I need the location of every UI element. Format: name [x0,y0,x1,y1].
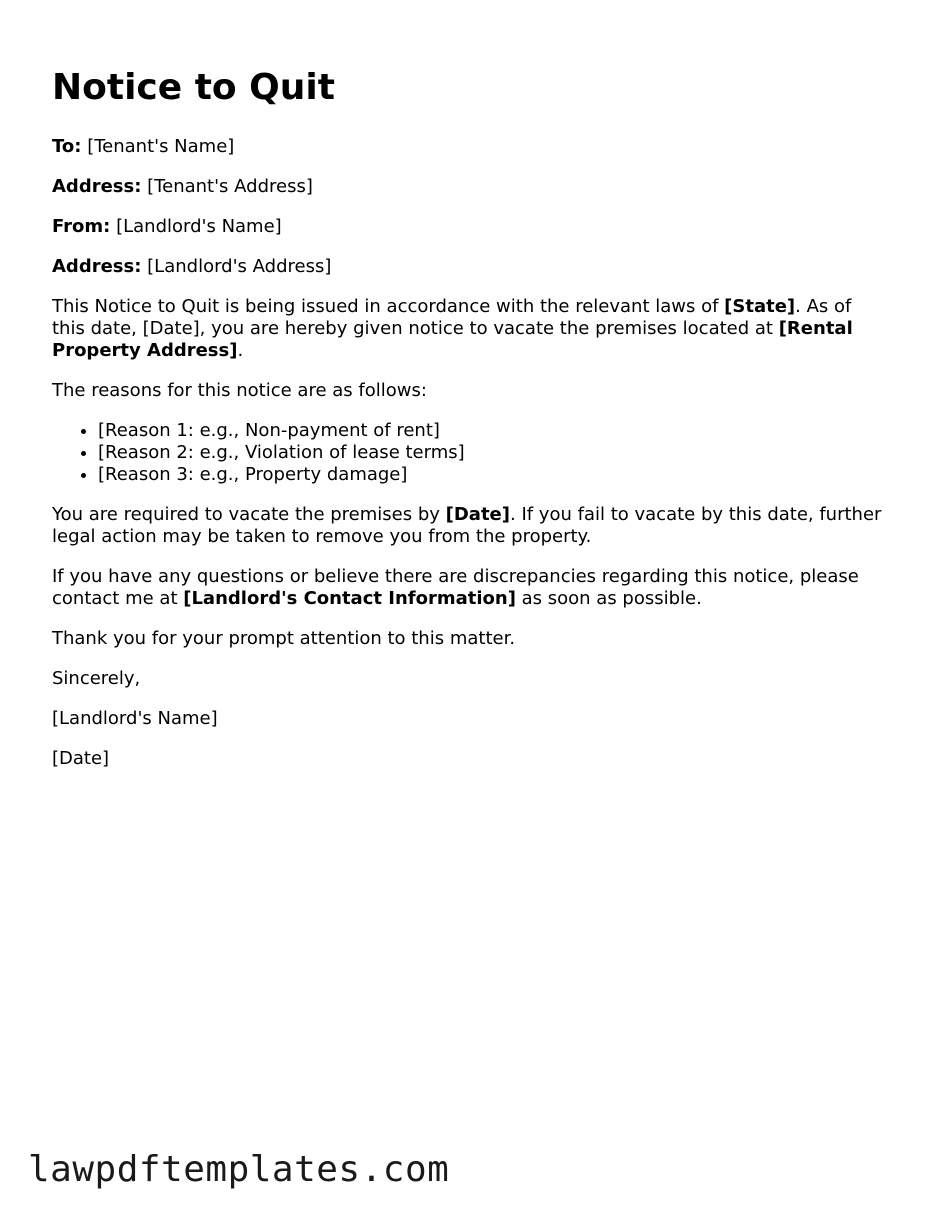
to-line [52,136,888,158]
vacate-text-2: . If you fail to vacate by this date, further legal action may be taken to remove you from the property. [52,504,882,547]
questions-text-1: If you have any questions or believe there are discrepancies regarding this notice, please contact me at [52,566,859,609]
intro-text-2: . As of this date, [Date], you are hereby given notice to vacate the premises located at [52,296,852,339]
signature-date: [Date] [52,748,110,769]
state-placeholder: [State] [724,296,796,317]
questions-text-2: as soon as possible. [515,588,702,609]
vacate-paragraph [52,504,888,548]
site-watermark: lawpdftemplates.com [28,1149,450,1190]
document-title: Notice to Quit [52,67,335,108]
landlord-address-line [52,256,888,278]
contact-placeholder: [Landlord's Contact Information] [183,588,516,609]
intro-text-3: . [237,340,244,361]
thanks-line: Thank you for your prompt attention to this matter. [52,628,516,649]
vacate-date-placeholder: [Date] [445,504,510,525]
to-value: [Tenant's Name] [87,136,235,157]
document-body [52,136,888,788]
tenant-address-value: [Tenant's Address] [147,176,313,197]
questions-paragraph [52,566,888,610]
from-label: From: [52,216,111,237]
tenant-address-label: Address: [52,176,142,197]
reason-item: • [Reason 2: e.g., Violation of lease terms] [98,442,888,464]
vacate-text-1: You are required to vacate the premises by [52,504,446,525]
reasons-list [52,420,888,486]
closing-line: Sincerely, [52,668,141,689]
from-line [52,216,888,238]
intro-paragraph [52,296,888,362]
from-value: [Landlord's Name] [116,216,282,237]
reason-item: • [Reason 1: e.g., Non-payment of rent] [98,420,888,442]
intro-text-1: This Notice to Quit is being issued in accordance with the relevant laws of [52,296,725,317]
landlord-address-label: Address: [52,256,142,277]
reason-item: • [Reason 3: e.g., Property damage] [98,464,888,486]
signature-name: [Landlord's Name] [52,708,218,729]
property-address-placeholder: [Rental Property Address] [52,318,853,361]
tenant-address-line [52,176,888,198]
to-label: To: [52,136,82,157]
reasons-intro: The reasons for this notice are as follows: [52,380,427,401]
landlord-address-value: [Landlord's Address] [147,256,332,277]
